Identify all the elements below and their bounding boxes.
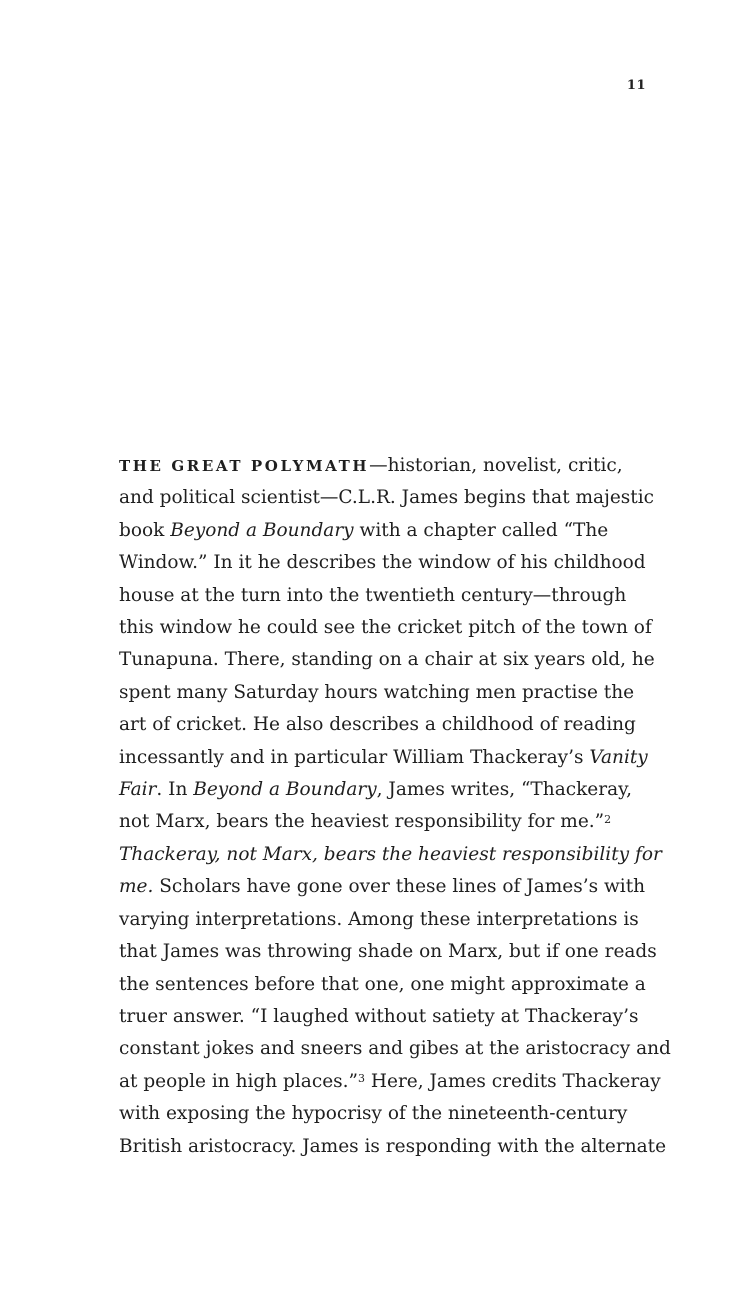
- text-segment: constant jokes and sneers and gibes at the aristocracy and: [119, 1038, 671, 1060]
- text-segment: with a chapter called “The: [353, 519, 609, 541]
- page-number: 11: [626, 78, 646, 93]
- text-line: [119, 904, 659, 936]
- text-segment: house at the turn into the twentieth century—through: [119, 584, 627, 606]
- text-line: [119, 547, 659, 579]
- text-line: [119, 839, 662, 871]
- text-segment: incessantly and in particular William Thackeray’s: [119, 746, 590, 768]
- footnote-reference: 2: [604, 812, 612, 826]
- text-line: [119, 969, 659, 1001]
- text-segment: art of cricket. He also describes a childhood of reading: [119, 714, 636, 736]
- text-segment: Fair: [119, 779, 157, 801]
- text-segment: book: [119, 519, 171, 541]
- text-line: [119, 1066, 659, 1098]
- text-segment: Beyond a Boundary: [193, 779, 377, 801]
- text-segment: Tunapuna. There, standing on a chair at six years old, he: [119, 649, 655, 671]
- text-segment: Beyond a Boundary: [170, 519, 354, 541]
- smallcaps-lead-in: THE GREAT POLYMATH: [119, 457, 370, 475]
- text-line: [119, 1098, 659, 1130]
- text-segment: and political scientist—C.L.R. James begins that majestic: [119, 487, 654, 509]
- text-segment: , James writes, “Thackeray,: [376, 779, 632, 801]
- text-segment: this window he could see the cricket pitch of the town of: [119, 617, 652, 639]
- text-segment: spent many Saturday hours watching men practise the: [119, 681, 635, 703]
- body-paragraph: [119, 450, 671, 1163]
- text-segment: with exposing the hypocrisy of the nineteenth-century: [119, 1103, 628, 1125]
- text-line: [119, 450, 659, 482]
- text-segment: Scholars have gone over these lines of James’s with: [153, 876, 646, 898]
- text-segment: not Marx, bears the heaviest responsibility for me.”: [119, 811, 605, 833]
- text-segment: that James was throwing shade on Marx, but if one reads: [119, 941, 657, 963]
- text-segment: Vanity: [589, 746, 648, 768]
- text-line: [119, 871, 659, 903]
- text-line: [119, 612, 659, 644]
- text-line: [119, 709, 659, 741]
- text-segment: Window.” In it he describes the window of his childhood: [119, 552, 646, 574]
- footnote-reference: 3: [357, 1071, 365, 1085]
- text-line: [119, 1131, 667, 1163]
- text-line: [119, 742, 659, 774]
- text-line: [119, 1033, 671, 1065]
- text-line: [119, 677, 659, 709]
- text-line: [119, 482, 659, 514]
- text-segment: truer answer. “I laughed without satiety at Thackeray’s: [119, 1005, 639, 1027]
- text-segment: —historian, novelist, critic,: [369, 455, 623, 476]
- text-segment: at people in high places.”: [119, 1070, 358, 1092]
- text-line: [119, 774, 659, 806]
- text-segment: me.: [119, 876, 154, 898]
- text-segment: British aristocracy. James is responding with the alternate: [119, 1135, 667, 1157]
- text-segment: . In: [156, 779, 194, 801]
- text-line: [119, 580, 659, 612]
- text-segment: Thackeray, not Marx, bears the heaviest responsibility for: [119, 843, 662, 865]
- text-line: [119, 644, 659, 676]
- text-line: [119, 806, 659, 838]
- text-line: [119, 1001, 659, 1033]
- text-segment: varying interpretations. Among these interpretations is: [119, 908, 639, 930]
- text-line: [119, 936, 659, 968]
- text-segment: the sentences before that one, one might approximate a: [119, 973, 646, 995]
- text-line: [119, 515, 659, 547]
- text-segment: Here, James credits Thackeray: [364, 1070, 661, 1092]
